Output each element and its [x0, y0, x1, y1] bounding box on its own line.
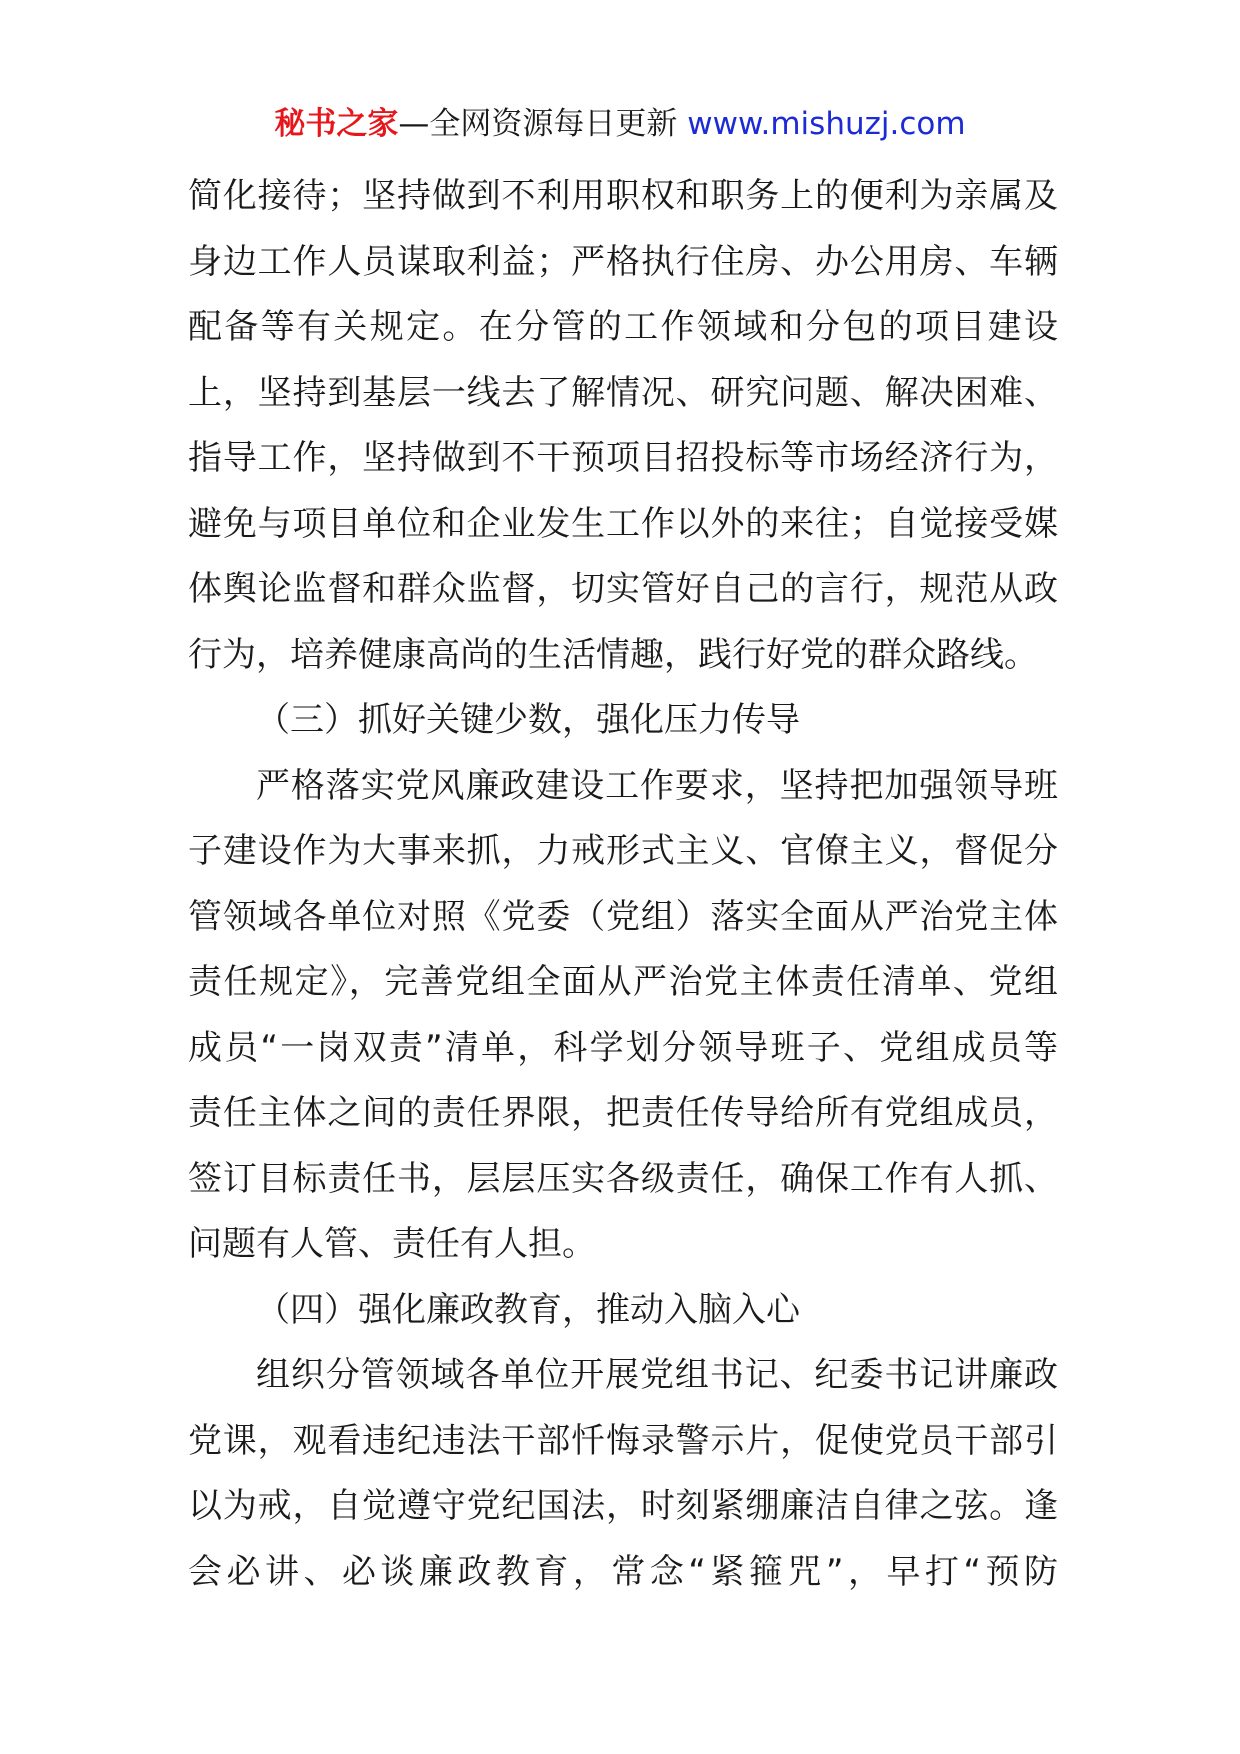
text-line: 体舆论监督和群众监督，切实管好自己的言行，规范从政 — [188, 569, 1058, 609]
section-heading: （三）抓好关键少数，强化压力传导 — [256, 700, 800, 740]
text-line: 指导工作，坚持做到不干预项目招投标等市场经济行为， — [188, 438, 1058, 478]
text-line: 配备等有关规定。在分管的工作领域和分包的项目建设 — [188, 307, 1058, 347]
text-line: 责任规定》，完善党组全面从严治党主体责任清单、党组 — [188, 962, 1058, 1002]
header-tagline: —全网资源每日更新 — [398, 106, 688, 142]
text-line: 管领域各单位对照《党委（党组）落实全面从严治党主体 — [188, 896, 1058, 937]
text-line: 避免与项目单位和企业发生工作以外的来往；自觉接受媒 — [188, 503, 1058, 544]
text-line: 身边工作人员谋取利益；严格执行住房、办公用房、车辆 — [188, 241, 1058, 282]
text-line: 会必讲、必谈廉政教育，常念“紧箍咒”，早打“预防 — [188, 1551, 1058, 1592]
text-line: 责任主体之间的责任界限，把责任传导给所有党组成员， — [188, 1093, 1058, 1133]
document-body — [188, 164, 1058, 1605]
text-line: 子建设作为大事来抓，力戒形式主义、官僚主义，督促分 — [188, 831, 1058, 871]
page-header — [0, 100, 1240, 148]
text-line: 上，坚持到基层一线去了解情况、研究问题、解决困难、 — [188, 372, 1058, 413]
text-line: 成员“一岗双责”清单，科学划分领导班子、党组成员等 — [188, 1027, 1058, 1068]
text-line: 行为，培养健康高尚的生活情趣，践行好党的群众路线。 — [188, 634, 1038, 675]
section-heading: （四）强化廉政教育，推动入脑入心 — [256, 1289, 800, 1330]
text-line: 组织分管领域各单位开展党组书记、纪委书记讲廉政 — [256, 1355, 1058, 1395]
text-line: 简化接待；坚持做到不利用职权和职务上的便利为亲属及 — [188, 176, 1058, 216]
brand-name: 秘书之家 — [274, 106, 399, 142]
site-url-link[interactable]: www.mishuzj.com — [687, 106, 966, 142]
text-line: 签订目标责任书，层层压实各级责任，确保工作有人抓、 — [188, 1158, 1058, 1199]
text-line: 严格落实党风廉政建设工作要求，坚持把加强领导班 — [256, 765, 1058, 806]
text-line: 问题有人管、责任有人担。 — [188, 1224, 596, 1264]
text-line: 党课，观看违纪违法干部忏悔录警示片，促使党员干部引 — [188, 1420, 1058, 1461]
text-line: 以为戒，自觉遵守党纪国法，时刻紧绷廉洁自律之弦。逢 — [188, 1486, 1058, 1526]
